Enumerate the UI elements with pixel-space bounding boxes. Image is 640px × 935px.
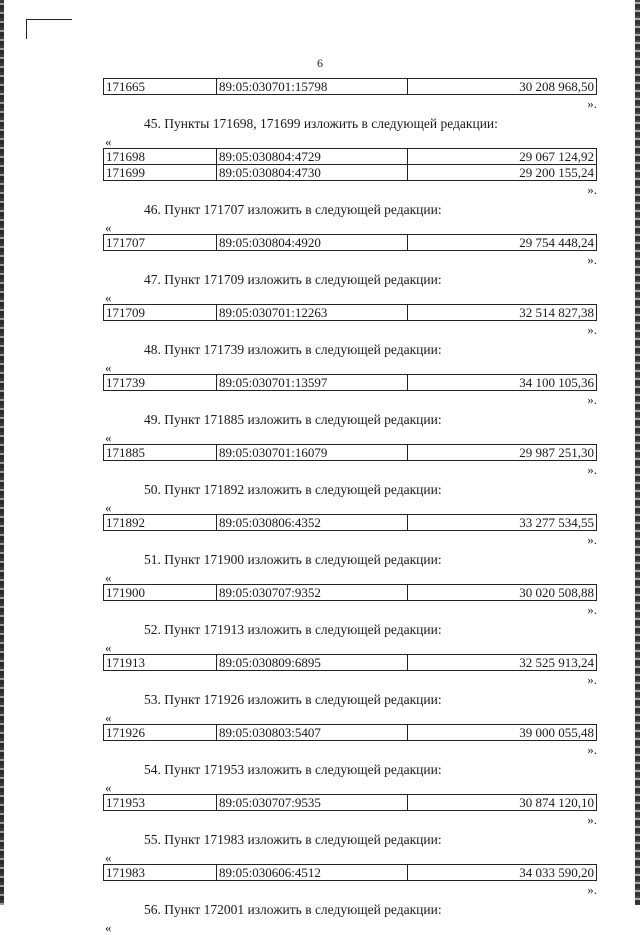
opening-quote: « (105, 360, 112, 375)
opening-quote: « (105, 430, 112, 445)
opening-quote: « (105, 570, 112, 585)
cell-cadastral: 89:05:030701:15798 (217, 79, 408, 95)
cell-id: 171699 (104, 165, 217, 181)
table-row (104, 165, 597, 181)
cell-id: 171707 (104, 235, 217, 251)
data-table (103, 724, 597, 741)
closing-quote: ». (587, 742, 597, 757)
cell-value: 34 033 590,20 (408, 865, 597, 881)
opening-quote: « (105, 780, 112, 795)
cell-value: 32 525 913,24 (408, 655, 597, 671)
cell-id: 171698 (104, 149, 217, 165)
table-row (104, 585, 597, 601)
cell-value: 29 754 448,24 (408, 235, 597, 251)
cell-value: 30 020 508,88 (408, 585, 597, 601)
section-heading: 54. Пункт 171953 изложить в следующей редакции: (144, 762, 442, 777)
cell-value: 34 100 105,36 (408, 375, 597, 391)
corner-mark (26, 19, 72, 20)
section-heading: 45. Пункты 171698, 171699 изложить в следующей редакции: (144, 116, 498, 131)
cell-id: 171892 (104, 515, 217, 531)
opening-quote: « (105, 920, 112, 935)
cell-cadastral: 89:05:030804:4729 (217, 149, 408, 165)
closing-quote: ». (587, 462, 597, 477)
table-row (104, 795, 597, 811)
table-row (104, 445, 597, 461)
closing-quote: ». (587, 882, 597, 897)
section-heading: 47. Пункт 171709 изложить в следующей редакции: (144, 272, 442, 287)
cell-value: 33 277 534,55 (408, 515, 597, 531)
table-row (104, 375, 597, 391)
closing-quote: ». (587, 96, 597, 111)
closing-quote: ». (587, 812, 597, 827)
cell-id: 171983 (104, 865, 217, 881)
data-table (103, 794, 597, 811)
closing-quote: ». (587, 252, 597, 267)
closing-quote: ». (587, 322, 597, 337)
closing-quote: ». (587, 392, 597, 407)
data-table (103, 234, 597, 251)
table-row (104, 305, 597, 321)
section-heading: 46. Пункт 171707 изложить в следующей редакции: (144, 202, 442, 217)
data-table (103, 148, 597, 181)
cell-id: 171709 (104, 305, 217, 321)
section-heading: 48. Пункт 171739 изложить в следующей редакции: (144, 342, 442, 357)
table-row (104, 725, 597, 741)
section-heading: 55. Пункт 171983 изложить в следующей редакции: (144, 832, 442, 847)
cell-value: 30 874 120,10 (408, 795, 597, 811)
data-table (103, 304, 597, 321)
cell-cadastral: 89:05:030606:4512 (217, 865, 408, 881)
opening-quote: « (105, 134, 112, 149)
section-heading: 52. Пункт 171913 изложить в следующей редакции: (144, 622, 442, 637)
cell-id: 171913 (104, 655, 217, 671)
data-table (103, 654, 597, 671)
cell-id: 171665 (104, 79, 217, 95)
cell-value: 39 000 055,48 (408, 725, 597, 741)
cell-cadastral: 89:05:030701:13597 (217, 375, 408, 391)
table-row (104, 655, 597, 671)
closing-quote: ». (587, 182, 597, 197)
cell-cadastral: 89:05:030707:9352 (217, 585, 408, 601)
cell-id: 171953 (104, 795, 217, 811)
cell-id: 171926 (104, 725, 217, 741)
cell-cadastral: 89:05:030804:4920 (217, 235, 408, 251)
cell-value: 32 514 827,38 (408, 305, 597, 321)
table-row (104, 149, 597, 165)
closing-quote: ». (587, 672, 597, 687)
opening-quote: « (105, 500, 112, 515)
opening-quote: « (105, 220, 112, 235)
cell-id: 171900 (104, 585, 217, 601)
corner-mark-vertical (26, 19, 27, 39)
cell-id: 171885 (104, 445, 217, 461)
document-body (103, 78, 597, 934)
cell-value: 29 200 155,24 (408, 165, 597, 181)
cell-value: 30 208 968,50 (408, 79, 597, 95)
cell-cadastral: 89:05:030701:12263 (217, 305, 408, 321)
cell-id: 171739 (104, 375, 217, 391)
data-table (103, 864, 597, 881)
opening-quote: « (105, 640, 112, 655)
cell-cadastral: 89:05:030806:4352 (217, 515, 408, 531)
data-table (103, 374, 597, 391)
cell-cadastral: 89:05:030707:9535 (217, 795, 408, 811)
opening-quote: « (105, 290, 112, 305)
data-table (103, 444, 597, 461)
closing-quote: ». (587, 532, 597, 547)
data-table (103, 514, 597, 531)
closing-quote: ». (587, 602, 597, 617)
cell-value: 29 987 251,30 (408, 445, 597, 461)
cell-cadastral: 89:05:030809:6895 (217, 655, 408, 671)
table-row (104, 865, 597, 881)
section-heading: 53. Пункт 171926 изложить в следующей редакции: (144, 692, 442, 707)
section-heading: 49. Пункт 171885 изложить в следующей редакции: (144, 412, 442, 427)
opening-quote: « (105, 710, 112, 725)
table-row (103, 78, 597, 95)
page-number: 6 (317, 56, 323, 70)
table-row (104, 235, 597, 251)
table-row (104, 515, 597, 531)
cell-cadastral: 89:05:030701:16079 (217, 445, 408, 461)
section-heading: 56. Пункт 172001 изложить в следующей редакции: (144, 902, 442, 917)
scan-edge-left (0, 0, 4, 905)
data-table (103, 584, 597, 601)
cell-cadastral: 89:05:030804:4730 (217, 165, 408, 181)
cell-value: 29 067 124,92 (408, 149, 597, 165)
cell-cadastral: 89:05:030803:5407 (217, 725, 408, 741)
scan-edge-right (635, 0, 640, 905)
opening-quote: « (105, 850, 112, 865)
section-heading: 50. Пункт 171892 изложить в следующей редакции: (144, 482, 442, 497)
section-heading: 51. Пункт 171900 изложить в следующей редакции: (144, 552, 442, 567)
